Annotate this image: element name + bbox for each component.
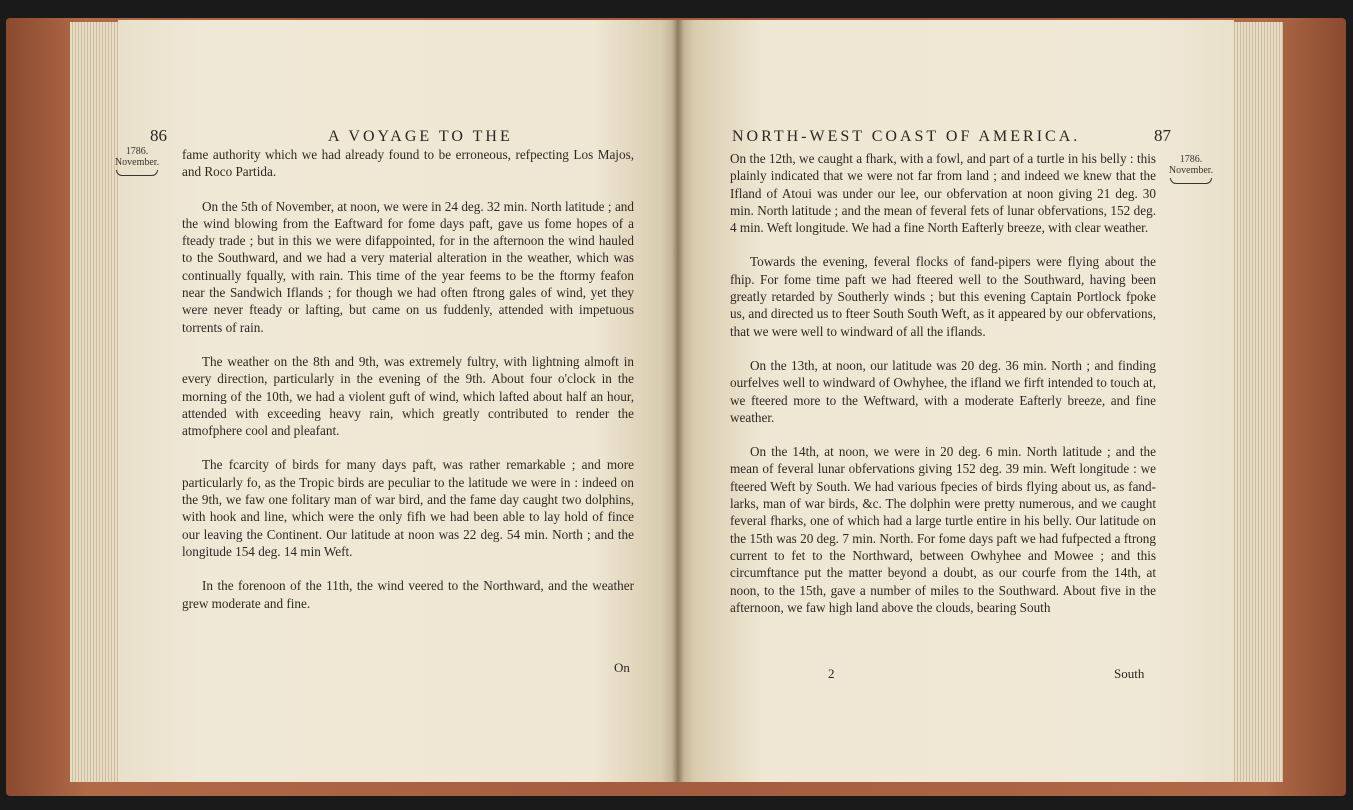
margin-month: November. xyxy=(114,157,160,168)
right-page xyxy=(678,20,1234,782)
page-edges-right xyxy=(1228,22,1283,782)
left-text-block xyxy=(182,146,634,629)
signature-mark: 2 xyxy=(828,666,835,681)
paragraph: On the 14th, at noon, we were in 20 deg. 6 min. North latitude ; and the mean of feveral lunar obfervations giving 152 deg. 39 min. Weft longitude : we fteered Weft by South. We had various fpecies of birds flying about us, as fand-larks, man of war birds, &c. The dolphin were pretty numerous, and we caught feveral fharks, one of which had a large turtle entire in his belly. Our latitude on the 15th was 20 deg. 7 min. North. For fome days paft we had fufpected a ftrong current to fet to the Northward, between Owhyhee and Mowee ; and this circumftance put the matter beyond a doubt, as our courfe from the 14th, at noon, to the 15th, gave a number of miles to the Southward. About five in the afternoon, we faw high land above the clouds, bearing South xyxy=(730,444,1156,615)
catchword: On xyxy=(614,660,630,675)
paragraph: The fcarcity of birds for many days paft, was rather remarkable ; and more particularly fo, as the Tropic birds are peculiar to the latitude we were in : indeed on the 9th, we faw one folitary man of war bird, and the fame day caught two dolphins, with hook and line, which were the only fifh we had been able to lay hold of fince our leaving the Continent. Our latitude at noon was 22 deg. 54 min. North ; and the longitude 154 deg. 14 min Weft. xyxy=(182,457,634,559)
paragraph: fame authority which we had already found to be erroneous, refpecting Los Majos, and Roco Partida. xyxy=(182,147,634,180)
left-page xyxy=(114,20,678,782)
margin-month: November. xyxy=(1168,165,1214,176)
paragraph: On the 12th, we caught a fhark, with a fowl, and part of a turtle in his belly : this plainly indicated that we were not far from land ; and indeed we knew that the Ifland of Atoui was under our lee, our obfervation at noon giving 21 deg. 30 min. North latitude ; and the mean of feveral fets of lunar obfervations, 152 deg. 4 min. Weft longitude. We had a fine North Eafterly breeze, with clear weather. xyxy=(730,151,1156,236)
paragraph: In the forenoon of the 11th, the wind veered to the Northward, and the weather grew moderate and fine. xyxy=(182,578,634,611)
margin-date xyxy=(106,146,168,176)
page-number: 87 xyxy=(1154,126,1171,145)
margin-brace xyxy=(1170,178,1212,184)
book-gutter xyxy=(672,20,684,782)
paragraph: On the 13th, at noon, our latitude was 20 deg. 36 min. North ; and finding ourfelves well to windward of Owhyhee, the ifland we firft intended to touch at, we fteered more to the Weftward, with a moderate Eafterly breeze, and fine weather. xyxy=(730,357,1156,425)
running-head: NORTH-WEST COAST OF AMERICA. xyxy=(732,128,1081,145)
running-head: A VOYAGE TO THE xyxy=(328,128,513,145)
margin-year: 1786. xyxy=(125,146,149,157)
margin-date xyxy=(1160,154,1222,184)
page-number: 86 xyxy=(150,126,167,145)
paragraph: On the 5th of November, at noon, we were in 24 deg. 32 min. North latitude ; and the wind blowing from the Eaftward for fome days paft, gave us fome hopes of a fteady trade ; but in this we were difappointed, for in the afternoon the wind hauled to the Southward, and we had a very material alteration in the weather, which was continually fqually, with rain. This time of the year feems to be the ftormy feafon near the Sandwich Iflands ; for though we had often ftrong gales of wind, yet they were never fteady or lafting, but came on us fuddenly, attended with impetuous torrents of rain. xyxy=(182,198,634,335)
margin-brace xyxy=(116,170,158,176)
margin-year: 1786. xyxy=(1179,154,1203,165)
page-edges-left xyxy=(70,22,125,782)
catchword: South xyxy=(1114,666,1145,681)
right-text-block xyxy=(730,150,1156,633)
paragraph: The weather on the 8th and 9th, was extremely fultry, with lightning almoft in every direction, particularly in the evening of the 9th. About four o'clock in the morning of the 10th, we had a violent guft of wind, which lafted about half an hour, attended with exceeding heavy rain, which greatly contributed to render the atmofphere cool and pleafant. xyxy=(182,353,634,439)
paragraph: Towards the evening, feveral flocks of fand-pipers were flying about the fhip. For fome time paft we had fteered well to the Southward, having been greatly retarded by Southerly winds ; but this evening Captain Portlock fpoke us, and directed us to fteer South South Weft, as it appeared by our obfervations, that we were well to windward of all the iflands. xyxy=(730,254,1156,339)
